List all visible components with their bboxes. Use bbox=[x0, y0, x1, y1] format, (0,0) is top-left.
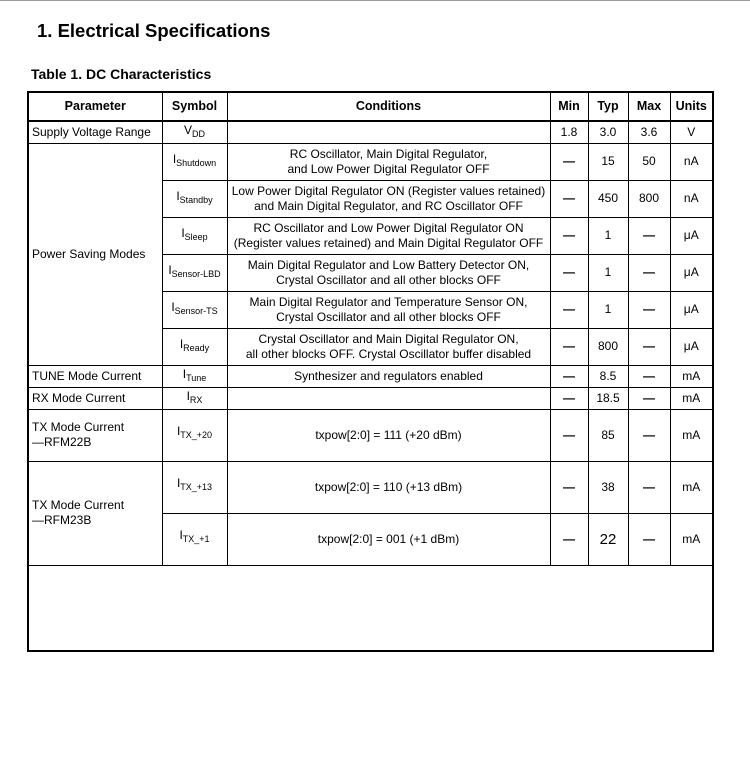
param-cell: TUNE Mode Current bbox=[28, 365, 162, 387]
param-cell: RX Mode Current bbox=[28, 387, 162, 409]
table-caption: Table 1. DC Characteristics bbox=[31, 66, 212, 82]
header-parameter: Parameter bbox=[28, 92, 162, 121]
min-cell: — bbox=[550, 387, 588, 409]
symbol-cell: $I_{RX}$ bbox=[162, 387, 227, 409]
units-cell: nA bbox=[670, 180, 713, 217]
units-cell: mA bbox=[670, 513, 713, 565]
units-cell: mA bbox=[670, 387, 713, 409]
table-row bbox=[28, 461, 713, 513]
conditions-cell: RC Oscillator and Low Power Digital Regulator ON (Register values retained) and Main Digital Regulator OFF bbox=[227, 217, 550, 254]
symbol-cell: $I_{Sensor-TS}$ bbox=[162, 291, 227, 328]
symbol-cell: $I_{Standby}$ bbox=[162, 180, 227, 217]
max-cell: — bbox=[628, 461, 670, 513]
conditions-cell: Crystal Oscillator and Main Digital Regulator ON, all other blocks OFF. Crystal Oscillator buffer disabled bbox=[227, 328, 550, 365]
conditions-cell bbox=[227, 387, 550, 409]
empty-row bbox=[28, 565, 713, 651]
typ-cell: 1 bbox=[588, 217, 628, 254]
conditions-cell: Main Digital Regulator and Temperature Sensor ON, Crystal Oscillator and all other blocks OFF bbox=[227, 291, 550, 328]
symbol-cell: $I_{TX\_+1}$ bbox=[162, 513, 227, 565]
typ-cell: 18.5 bbox=[588, 387, 628, 409]
min-cell: — bbox=[550, 461, 588, 513]
max-cell: 800 bbox=[628, 180, 670, 217]
min-cell: — bbox=[550, 365, 588, 387]
header-row bbox=[28, 92, 713, 121]
table-row bbox=[28, 409, 713, 461]
min-cell: — bbox=[550, 328, 588, 365]
symbol-cell: $I_{Ready}$ bbox=[162, 328, 227, 365]
param-cell: Supply Voltage Range bbox=[28, 121, 162, 143]
empty-cell bbox=[28, 565, 713, 651]
units-cell: μA bbox=[670, 217, 713, 254]
section-heading: 1. Electrical Specifications bbox=[37, 20, 271, 41]
max-cell: — bbox=[628, 328, 670, 365]
typ-cell: 85 bbox=[588, 409, 628, 461]
typ-cell: 8.5 bbox=[588, 365, 628, 387]
max-cell: — bbox=[628, 365, 670, 387]
param-cell: Power Saving Modes bbox=[28, 143, 162, 365]
max-cell: — bbox=[628, 387, 670, 409]
units-cell: μA bbox=[670, 254, 713, 291]
conditions-cell: Synthesizer and regulators enabled bbox=[227, 365, 550, 387]
typ-cell: 15 bbox=[588, 143, 628, 180]
param-cell: TX Mode Current —RFM22B bbox=[28, 409, 162, 461]
header-symbol: Symbol bbox=[162, 92, 227, 121]
conditions-cell: txpow[2:0] = 110 (+13 dBm) bbox=[227, 461, 550, 513]
typ-cell: 800 bbox=[588, 328, 628, 365]
dc-characteristics-table bbox=[27, 91, 714, 652]
units-cell: mA bbox=[670, 365, 713, 387]
typ-cell: 450 bbox=[588, 180, 628, 217]
header-min: Min bbox=[550, 92, 588, 121]
typ-cell: 22 bbox=[588, 513, 628, 565]
max-cell: — bbox=[628, 254, 670, 291]
typ-cell: 3.0 bbox=[588, 121, 628, 143]
min-cell: — bbox=[550, 143, 588, 180]
symbol-cell: $V_{DD}$ bbox=[162, 121, 227, 143]
units-cell: nA bbox=[670, 143, 713, 180]
header-max: Max bbox=[628, 92, 670, 121]
conditions-cell: txpow[2:0] = 111 (+20 dBm) bbox=[227, 409, 550, 461]
min-cell: — bbox=[550, 180, 588, 217]
units-cell: V bbox=[670, 121, 713, 143]
typ-cell: 1 bbox=[588, 254, 628, 291]
symbol-cell: $I_{Tune}$ bbox=[162, 365, 227, 387]
conditions-cell: Main Digital Regulator and Low Battery Detector ON, Crystal Oscillator and all other blocks OFF bbox=[227, 254, 550, 291]
symbol-cell: $I_{TX\_+13}$ bbox=[162, 461, 227, 513]
typ-cell: 38 bbox=[588, 461, 628, 513]
typ-cell: 1 bbox=[588, 291, 628, 328]
table-row bbox=[28, 365, 713, 387]
symbol-cell: $I_{Sleep}$ bbox=[162, 217, 227, 254]
max-cell: — bbox=[628, 291, 670, 328]
min-cell: — bbox=[550, 291, 588, 328]
max-cell: 50 bbox=[628, 143, 670, 180]
units-cell: μA bbox=[670, 328, 713, 365]
conditions-cell bbox=[227, 121, 550, 143]
min-cell: — bbox=[550, 409, 588, 461]
symbol-cell: $I_{TX\_+20}$ bbox=[162, 409, 227, 461]
header-units: Units bbox=[670, 92, 713, 121]
table-row bbox=[28, 121, 713, 143]
min-cell: — bbox=[550, 513, 588, 565]
header-typ: Typ bbox=[588, 92, 628, 121]
table-row bbox=[28, 143, 713, 180]
param-cell: TX Mode Current —RFM23B bbox=[28, 461, 162, 565]
max-cell: — bbox=[628, 409, 670, 461]
units-cell: mA bbox=[670, 409, 713, 461]
min-cell: — bbox=[550, 254, 588, 291]
page-top-rule bbox=[0, 0, 750, 1]
min-cell: 1.8 bbox=[550, 121, 588, 143]
conditions-cell: txpow[2:0] = 001 (+1 dBm) bbox=[227, 513, 550, 565]
max-cell: — bbox=[628, 513, 670, 565]
conditions-cell: Low Power Digital Regulator ON (Register values retained) and Main Digital Regulator, and RC Oscillator OFF bbox=[227, 180, 550, 217]
header-conditions: Conditions bbox=[227, 92, 550, 121]
max-cell: — bbox=[628, 217, 670, 254]
symbol-cell: $I_{Shutdown}$ bbox=[162, 143, 227, 180]
units-cell: mA bbox=[670, 461, 713, 513]
units-cell: μA bbox=[670, 291, 713, 328]
table-row bbox=[28, 387, 713, 409]
max-cell: 3.6 bbox=[628, 121, 670, 143]
min-cell: — bbox=[550, 217, 588, 254]
symbol-cell: $I_{Sensor-LBD}$ bbox=[162, 254, 227, 291]
conditions-cell: RC Oscillator, Main Digital Regulator, and Low Power Digital Regulator OFF bbox=[227, 143, 550, 180]
